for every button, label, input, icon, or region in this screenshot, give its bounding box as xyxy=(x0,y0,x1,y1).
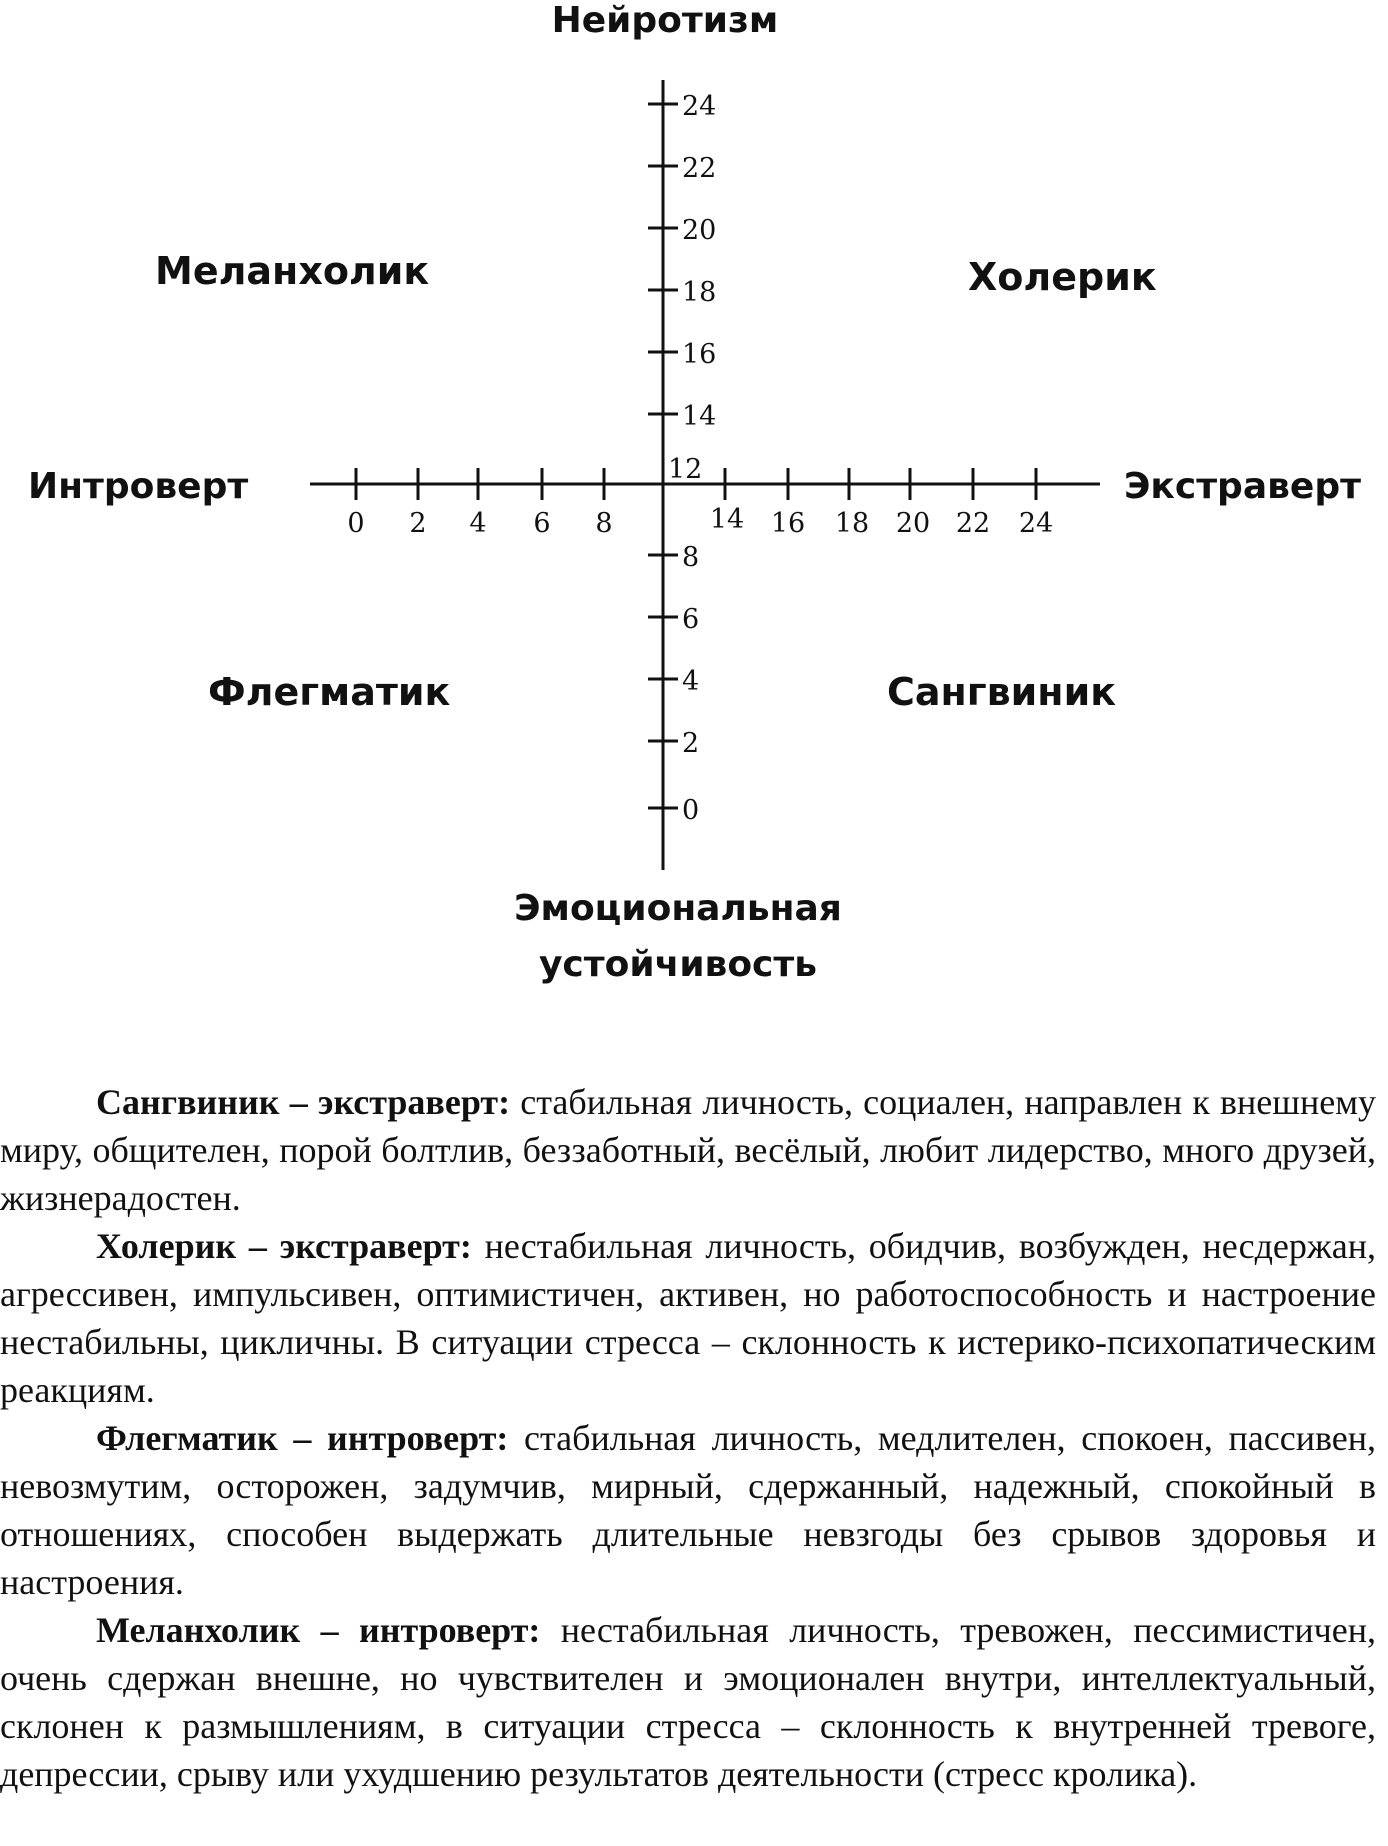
x-tick-label: 16 xyxy=(770,508,806,539)
x-tick-label: 14 xyxy=(709,504,745,535)
quadrant-sanguine: Сангвиник xyxy=(887,670,1116,714)
y-tick-label: 18 xyxy=(682,277,717,308)
x-tick-label: 24 xyxy=(1018,508,1054,539)
description-melancholic xyxy=(0,1606,1376,1798)
y-tick-label: 14 xyxy=(682,401,717,432)
axis-title-stability-line1: Эмоциональная xyxy=(514,888,842,929)
y-tick-label: 0 xyxy=(682,795,700,826)
x-ticks-right xyxy=(710,468,1053,539)
x-tick-label: 20 xyxy=(895,508,931,539)
y-ticks-upper xyxy=(648,91,716,432)
axis-title-neuroticism: Нейротизм xyxy=(551,0,779,41)
term-melancholic: Меланхолик – интроверт: xyxy=(96,1610,541,1650)
term-sanguine: Сангвиник – экстраверт: xyxy=(96,1082,511,1122)
x-ticks-left xyxy=(347,468,612,539)
x-tick-label: 2 xyxy=(409,508,427,539)
quadrant-choleric: Холерик xyxy=(968,255,1157,299)
y-tick-label: 16 xyxy=(682,339,717,370)
y-tick-label: 24 xyxy=(682,91,717,122)
y-tick-label: 2 xyxy=(682,728,700,759)
y-tick-label: 6 xyxy=(682,604,700,635)
x-tick-label: 4 xyxy=(469,508,487,539)
y-tick-label: 20 xyxy=(682,215,717,246)
text-choleric: нестабильная личность, обидчив, возбужден, несдержан, агрессивен, импульсивен, оптимистичен, активен, но работоспособность и настроение нестабильны, цикличны. В ситуации стресса – склонность к истерико-психопатическим реакциям. xyxy=(0,1226,1377,1410)
text-melancholic: нестабильная личность, тревожен, пессимистичен, очень сдержан внешне, но чувствителен и эмоционален внутри, интеллектуальный, склонен к размышлениям, в ситуации стресса – склонность к внутренней тревоге, депрессии, срыву или ухудшению результатов деятельности (стресс кролика). xyxy=(0,1610,1376,1794)
x-tick-label: 22 xyxy=(955,508,991,539)
axis-title-introvert: Интроверт xyxy=(28,466,249,507)
text-sanguine: стабильная личность, социален, направлен к внешнему миру, общителен, порой болтлив, беззаботный, весёлый, любит лидерство, много друзей, жизнерадостен. xyxy=(0,1082,1376,1218)
y-tick-label: 8 xyxy=(682,542,700,573)
x-tick-label: 18 xyxy=(834,508,870,539)
quadrant-phlegmatic: Флегматик xyxy=(208,670,451,714)
axis-title-extravert: Экстраверт xyxy=(1124,466,1361,507)
axis-title-stability-line2: устойчивость xyxy=(538,944,818,985)
y-tick-label: 4 xyxy=(682,666,700,697)
center-label: 12 xyxy=(668,454,703,485)
description-sanguine xyxy=(0,1078,1376,1222)
description-phlegmatic xyxy=(0,1414,1376,1606)
text-phlegmatic: стабильная личность, медлителен, спокоен, пассивен, невозмутим, осторожен, задумчив, мирный, сдержанный, надежный, спокойный в отношениях, способен выдержать длительные невзгоды без срывов здоровья и настроения. xyxy=(0,1418,1376,1602)
term-phlegmatic: Флегматик – интроверт: xyxy=(96,1418,509,1458)
temperament-descriptions xyxy=(0,1078,1376,1798)
x-tick-label: 6 xyxy=(533,508,551,539)
x-tick-label: 0 xyxy=(347,508,365,539)
y-ticks-lower xyxy=(648,542,699,826)
description-choleric xyxy=(0,1222,1376,1414)
y-tick-label: 22 xyxy=(682,153,717,184)
x-tick-label: 8 xyxy=(595,508,613,539)
quadrant-melancholic: Меланхолик xyxy=(155,249,430,293)
term-choleric: Холерик – экстраверт: xyxy=(96,1226,472,1266)
